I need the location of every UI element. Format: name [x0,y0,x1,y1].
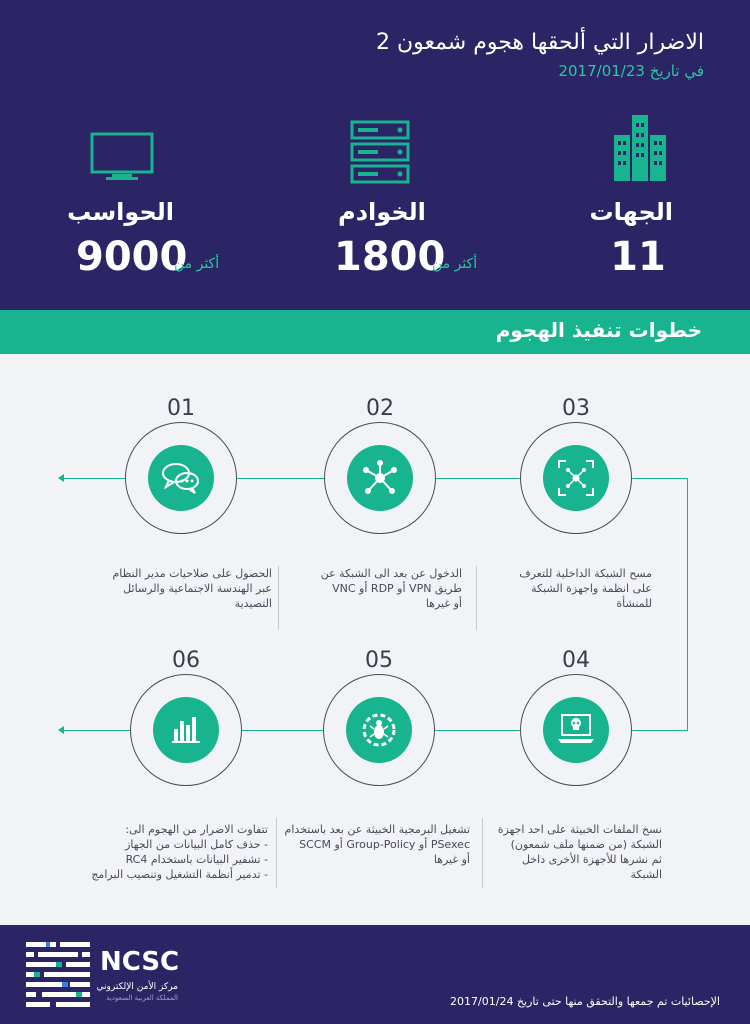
stat-label-servers: الخوادم [338,198,426,226]
server-icon [350,120,410,184]
step-number: 06 [172,648,200,673]
step-description: نسخ الملفات الخبيثة على احد اجهزة الشبكة (من ضمنها ملف شمعون) ثم نشرها للأجهزة الأخرى داخل الشبكة [497,823,662,881]
stat-prefix-servers: أكثر من [432,256,478,272]
step-number: 05 [365,648,393,673]
arrow-left-icon [58,726,64,734]
divider [476,566,477,630]
stat-prefix-computers: أكثر من [174,256,220,272]
arrow-left-icon [58,474,64,482]
chat-icon [161,461,201,495]
step-number: 01 [167,396,195,421]
divider [482,818,483,888]
stat-value-servers: 1800 [334,234,446,280]
step-description: تتفاوت الاضرار من الهجوم الى: - حذف كامل البيانات من الجهاز - تشفير البيانات باستخدام RC4 - تدمير أنظمة التشغيل وتنصيب البرامج [91,823,268,881]
monitor-icon [90,132,154,182]
step-number: 04 [562,648,590,673]
ncsc-logo-icon [26,940,94,1010]
bug-gear-icon [359,710,399,750]
step-description: مسح الشبكة الداخلية للتعرف على انظمة واجهزة الشبكة للمنشأة [519,567,652,610]
bar-chart-icon [170,713,202,745]
laptop-skull-icon [556,712,596,746]
stat-value-entities: 11 [610,234,666,280]
scan-network-icon [556,458,596,498]
org-country: المملكة العربية السعودية [106,994,178,1002]
step-number: 02 [366,396,394,421]
logo-text: NCSC [100,947,180,977]
stat-value-computers: 9000 [76,234,188,280]
step-number: 03 [562,396,590,421]
section-title: خطوات تنفيذ الهجوم [495,318,702,342]
org-name: مركز الأمن الإلكتروني [96,982,178,992]
step-description: الدخول عن بعد الى الشبكة عن طريق VPN أو RDP أو VNC أو غيرها [320,567,462,610]
network-icon [360,458,400,498]
page-subtitle: في تاريخ 2017/01/23 [558,62,704,80]
step-description: تشغيل البرمجية الخبيثة عن بعد باستخدام PSexec أو Group-Policy أو SCCM أو غيرها [284,823,470,866]
building-icon [610,113,668,183]
stat-label-computers: الحواسب [67,198,174,226]
footer-note: الإحصائيات تم جمعها والتحقق منها حتى تاريخ 2017/01/24 [450,995,720,1008]
flow-line-right [687,478,688,730]
step-description: الحصول على صلاحيات مدير النظام عبر الهندسة الاجتماعية والرسائل التصيدية [112,567,272,610]
divider [276,818,277,888]
divider [278,566,279,630]
page-title: الاضرار التي ألحقها هجوم شمعون 2 [375,30,704,55]
stat-label-entities: الجهات [589,198,673,226]
